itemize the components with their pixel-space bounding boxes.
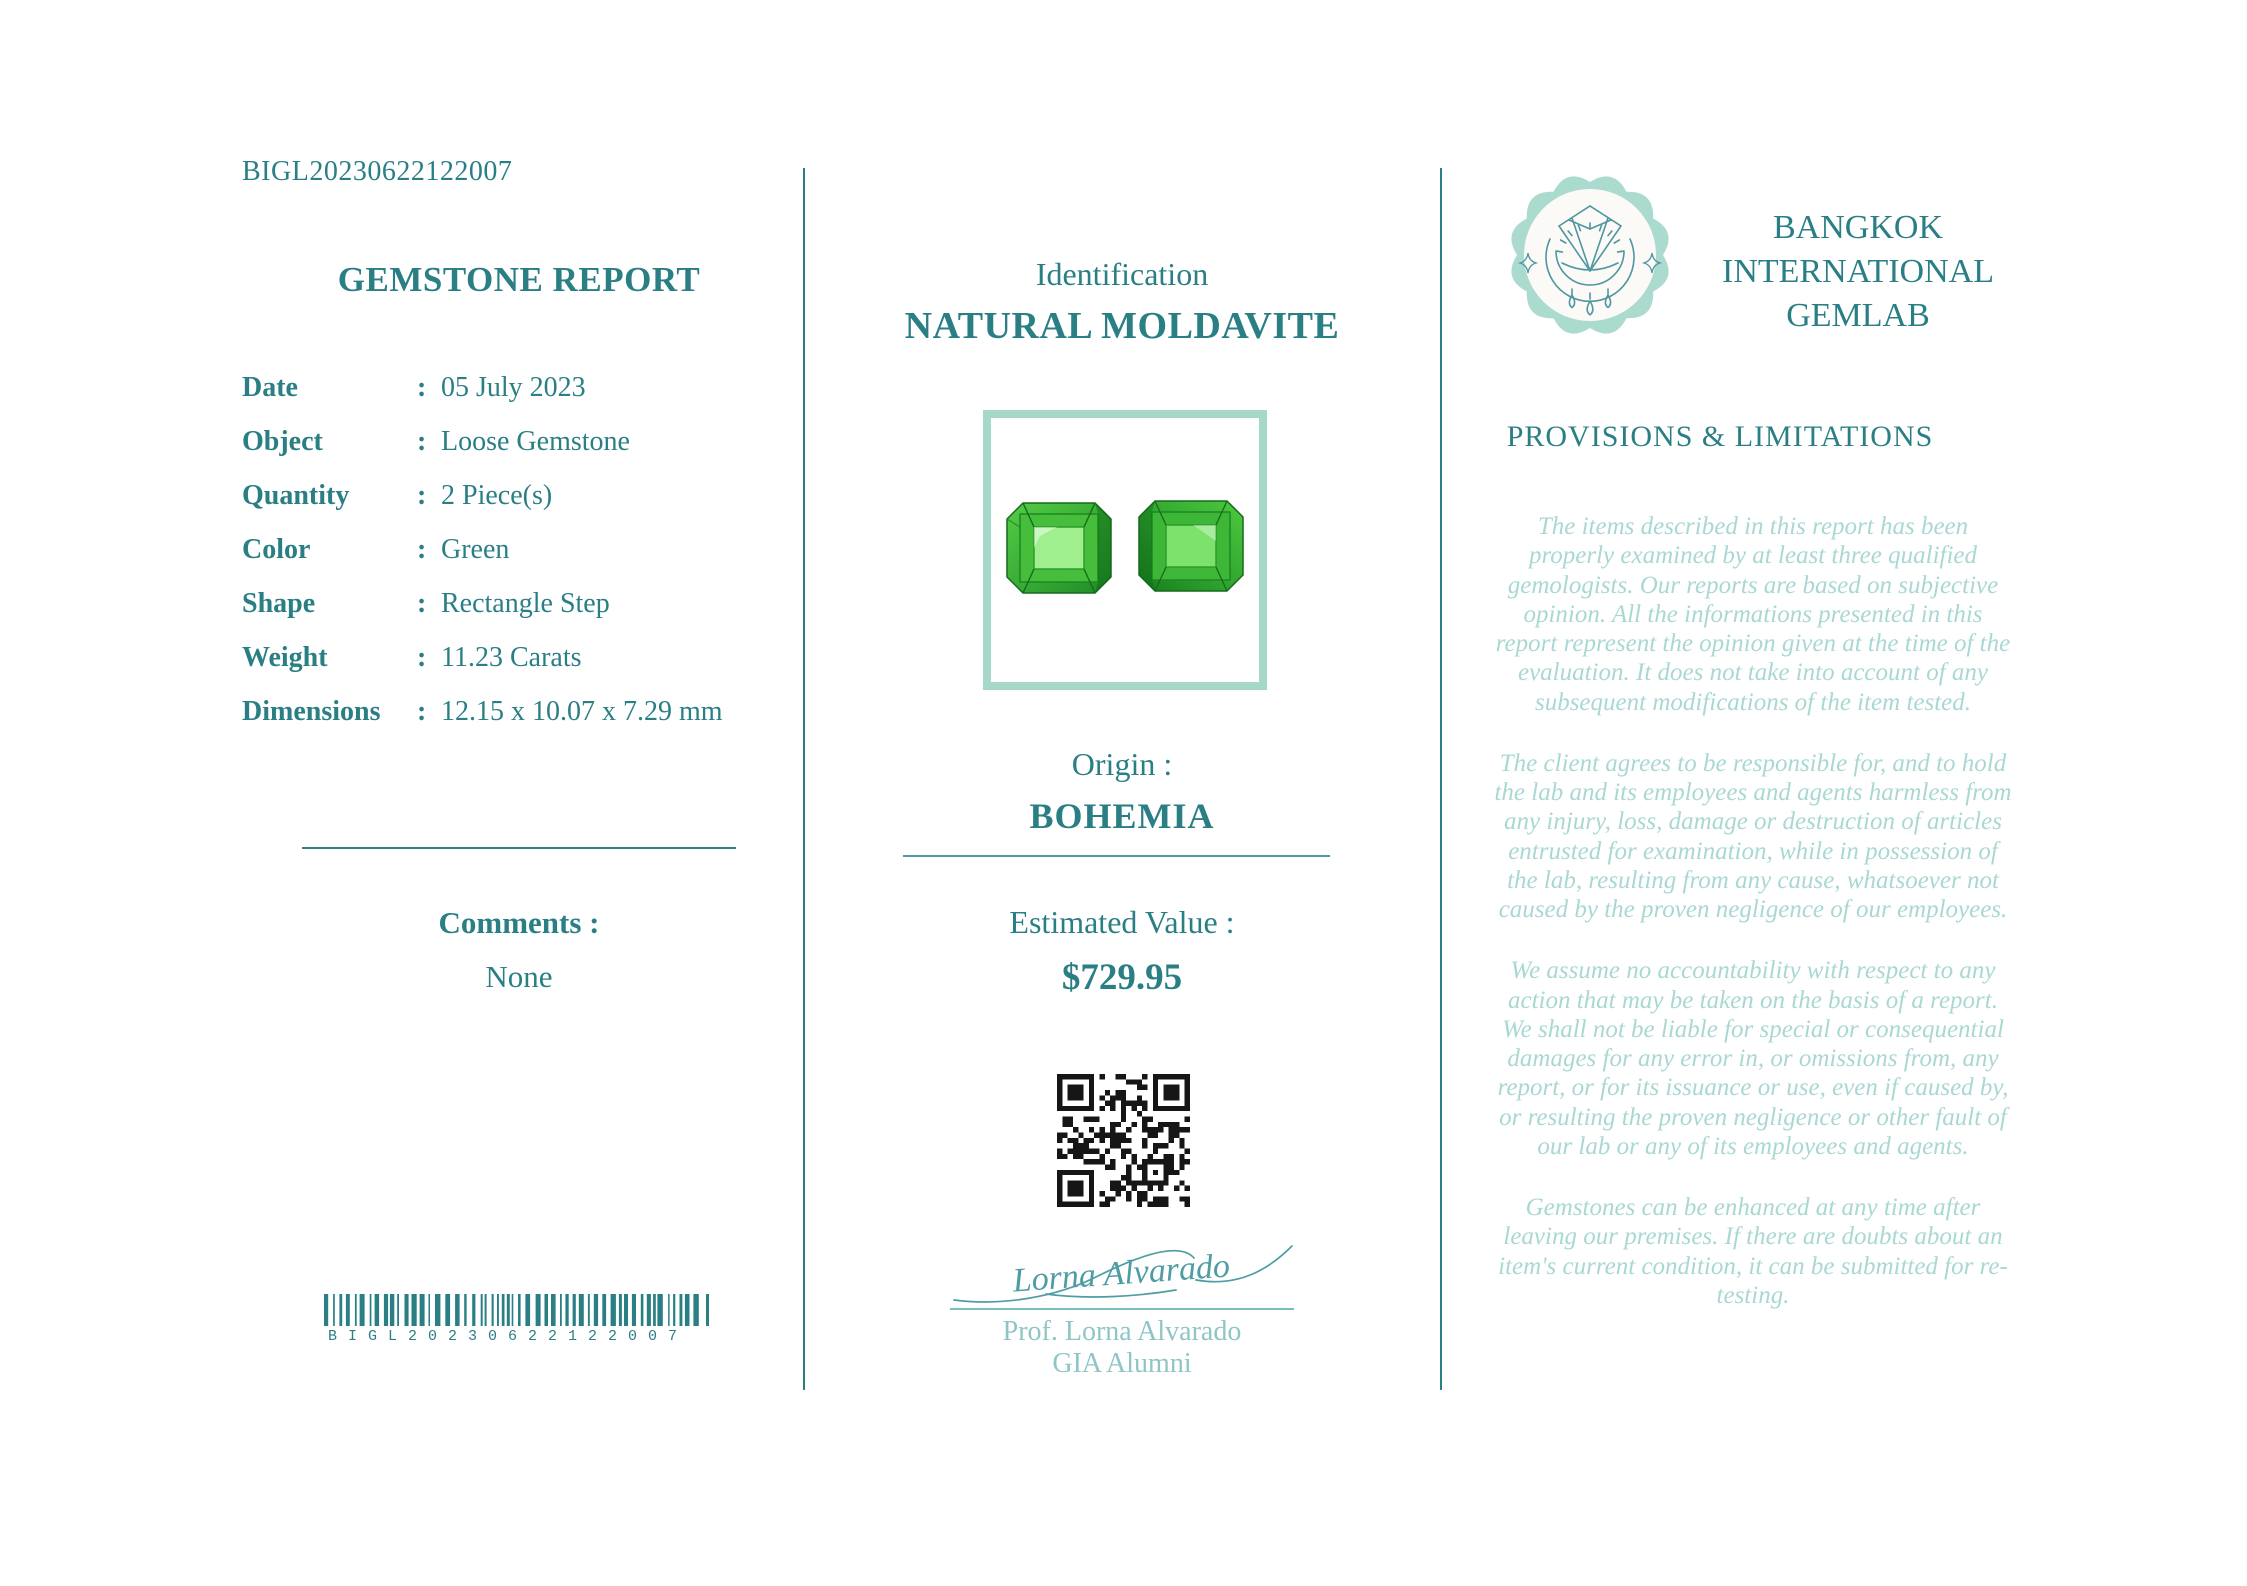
field-label: Color xyxy=(242,534,311,565)
estimated-value-label: Estimated Value : xyxy=(1009,904,1235,940)
field-separator: : xyxy=(417,588,427,619)
field-value: 11.23 Carats xyxy=(441,642,582,673)
field-separator: : xyxy=(417,642,427,673)
field-separator: : xyxy=(417,696,427,727)
provisions-paragraphs xyxy=(1493,512,2013,1342)
field-row-object xyxy=(242,426,817,458)
org-name-line: GEMLAB xyxy=(1786,297,1930,334)
barcode-icon xyxy=(322,1294,712,1326)
field-value: 05 July 2023 xyxy=(441,372,586,403)
identification-value: NATURAL MOLDAVITE xyxy=(904,305,1340,347)
field-label: Shape xyxy=(242,588,316,619)
report-number: BIGL20230622122007 xyxy=(242,156,513,187)
field-row-quantity xyxy=(242,480,817,512)
provisions-paragraph: The items described in this report has been properly examined by at least three qualified gemologists. Our reports are based on subjective opinion. All the informations presented in this report represent the opinion given at the time of the evaluation. It does not take into account of any subsequent modifications of the item tested. xyxy=(1495,513,2011,716)
field-row-color xyxy=(242,534,817,566)
signer-name: Prof. Lorna Alvarado xyxy=(1002,1316,1242,1347)
identification-label: Identification xyxy=(1035,256,1209,292)
column-divider-right xyxy=(1440,168,1442,1390)
field-label: Dimensions xyxy=(242,696,381,727)
field-value: Loose Gemstone xyxy=(441,426,630,457)
comments-label: Comments : xyxy=(438,905,600,940)
provisions-paragraph: We assume no accountability with respect to any action that may be taken on the basis of a report. We shall not be liable for special or consequential damages for any error in, or omissions from, any report, or for its issuance or use, even if caused by, or resulting the proven negligence or other fault of our lab or any of its employees and agents. xyxy=(1497,957,2009,1160)
field-value: 2 Piece(s) xyxy=(441,480,553,511)
origin-label: Origin : xyxy=(1071,746,1173,782)
org-name-line: BANGKOK xyxy=(1773,209,1943,246)
field-row-dimensions xyxy=(242,696,817,728)
provisions-title: PROVISIONS & LIMITATIONS xyxy=(1506,420,1934,453)
provisions-paragraph: Gemstones can be enhanced at any time after leaving our premises. If there are doubts about an item's current condition, it can be submitted for re-testing. xyxy=(1498,1194,2008,1309)
signer-credential: GIA Alumni xyxy=(1052,1348,1192,1379)
comments-value: None xyxy=(485,959,553,994)
signature-text: Lorna Alvarado xyxy=(1011,1247,1232,1300)
field-separator: : xyxy=(417,372,427,403)
field-value: 12.15 x 10.07 x 7.29 mm xyxy=(441,696,723,727)
estimated-value: $729.95 xyxy=(1061,957,1183,998)
field-separator: : xyxy=(417,480,427,511)
signature xyxy=(950,1234,1295,1308)
left-divider-rule xyxy=(302,847,736,849)
field-separator: : xyxy=(417,534,427,565)
qr-code-icon xyxy=(1057,1074,1190,1207)
center-divider-rule xyxy=(903,855,1330,857)
gemlab-logo-badge-icon xyxy=(1502,167,1678,343)
column-divider-left xyxy=(803,168,805,1390)
signature-rule xyxy=(950,1308,1294,1310)
org-name-line: INTERNATIONAL xyxy=(1722,253,1994,290)
report-title: GEMSTONE REPORT xyxy=(337,260,701,299)
org-name xyxy=(1700,206,2016,338)
field-label: Weight xyxy=(242,642,328,673)
gemstones-photo-icon xyxy=(999,496,1251,600)
field-row-date xyxy=(242,372,817,404)
origin-value: BOHEMIA xyxy=(1029,796,1215,836)
field-separator: : xyxy=(417,426,427,457)
field-value: Green xyxy=(441,534,510,565)
field-label: Quantity xyxy=(242,480,350,511)
barcode-text: BIGL20230622122007 xyxy=(328,1328,689,1345)
field-row-shape xyxy=(242,588,817,620)
field-label: Date xyxy=(242,372,298,403)
field-value: Rectangle Step xyxy=(441,588,610,619)
field-row-weight xyxy=(242,642,817,674)
field-label: Object xyxy=(242,426,323,457)
provisions-paragraph: The client agrees to be responsible for, and to hold the lab and its employees and agents harmless from any injury, loss, damage or destruction of articles entrusted for examination, while in possession of the lab, resulting from any cause, whatsoever not caused by the proven negligence of our employees. xyxy=(1494,749,2012,923)
